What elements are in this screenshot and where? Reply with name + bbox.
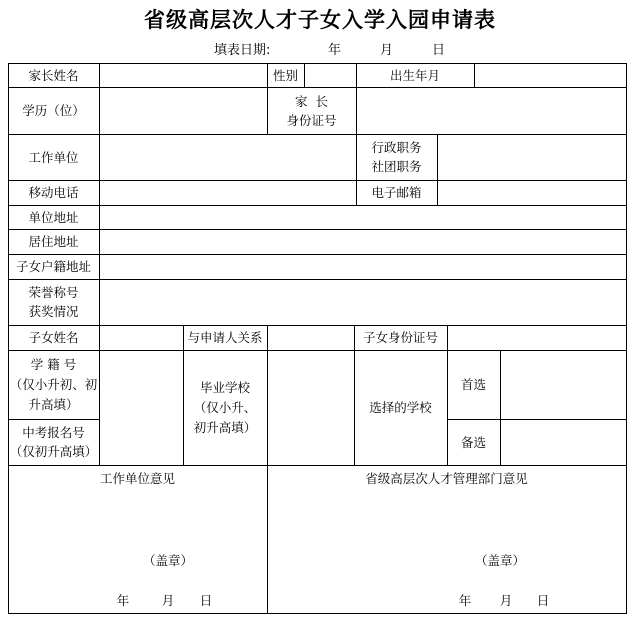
label-home-address: 居住地址 bbox=[28, 234, 79, 249]
label-admin-post-line1: 行政职务 bbox=[371, 140, 422, 155]
child-hukou-field[interactable] bbox=[100, 255, 625, 279]
label-unit-address: 单位地址 bbox=[28, 209, 79, 225]
authority-seal: （盖章） bbox=[474, 552, 525, 568]
label-student-no-line1: 学 籍 号 bbox=[30, 356, 77, 372]
student-no-field[interactable] bbox=[100, 351, 182, 465]
label-admin-post bbox=[356, 134, 437, 180]
authority-year-label: 年 bbox=[458, 592, 472, 608]
row-divider bbox=[8, 465, 627, 466]
honors-field[interactable] bbox=[100, 280, 625, 325]
label-parent-id-line2: 身份证号 bbox=[286, 112, 337, 128]
label-chosen-school: 选择的学校 bbox=[369, 400, 432, 415]
authority-opinion-field[interactable] bbox=[268, 490, 625, 545]
work-unit-day-label: 日 bbox=[199, 592, 213, 608]
label-honors-line2: 获奖情况 bbox=[28, 304, 79, 319]
work-unit-opinion-title: 工作单位意见 bbox=[99, 470, 175, 486]
label-student-no bbox=[8, 350, 99, 419]
label-email: 电子邮箱 bbox=[371, 185, 422, 200]
label-parent-name: 家长姓名 bbox=[28, 67, 79, 83]
label-first-choice: 首选 bbox=[460, 377, 486, 392]
label-honors-line1: 荣誉称号 bbox=[28, 285, 79, 300]
authority-month-label: 月 bbox=[499, 592, 513, 608]
label-exam-no bbox=[8, 419, 99, 465]
child-id-field[interactable] bbox=[448, 326, 625, 350]
label-parent-id bbox=[267, 87, 356, 134]
date-label: 填表日期: bbox=[214, 43, 271, 58]
label-child-hukou: 子女户籍地址 bbox=[15, 259, 91, 274]
date-month-label: 月 bbox=[380, 43, 394, 58]
label-relation: 与申请人关系 bbox=[187, 330, 263, 345]
label-education: 学历（位） bbox=[22, 103, 85, 118]
label-admin-post-line2: 社团职务 bbox=[371, 159, 422, 174]
email-field[interactable] bbox=[438, 181, 625, 205]
table-border-right bbox=[626, 63, 627, 614]
label-work-unit: 工作单位 bbox=[28, 149, 79, 165]
table-border-bottom bbox=[8, 613, 627, 614]
form-title: 省级高层次人才子女入学入园申请表 bbox=[144, 7, 496, 32]
label-second-choice: 备选 bbox=[460, 434, 486, 450]
date-day-label: 日 bbox=[432, 43, 446, 58]
work-unit-opinion-field[interactable] bbox=[9, 490, 266, 545]
home-address-field[interactable] bbox=[100, 230, 625, 254]
relation-field[interactable] bbox=[268, 326, 353, 350]
label-graduate-school-line3: 初升高填） bbox=[193, 419, 257, 435]
graduate-school-field[interactable] bbox=[268, 351, 353, 465]
parent-id-field[interactable] bbox=[357, 88, 625, 134]
label-graduate-school-line2: （仅小升、 bbox=[193, 399, 257, 415]
work-unit-year-label: 年 bbox=[116, 592, 130, 608]
label-student-no-line2: （仅小升初、初 bbox=[9, 376, 98, 392]
work-unit-seal: （盖章） bbox=[142, 552, 193, 568]
mobile-field[interactable] bbox=[100, 181, 355, 205]
label-mobile: 移动电话 bbox=[28, 185, 79, 200]
authority-opinion-title: 省级高层次人才管理部门意见 bbox=[365, 470, 528, 486]
admin-post-field[interactable] bbox=[438, 135, 625, 180]
second-choice-field[interactable] bbox=[501, 420, 625, 465]
label-birth-date: 出生年月 bbox=[389, 67, 440, 83]
authority-day-label: 日 bbox=[536, 592, 550, 608]
label-exam-no-line1: 中考报名号 bbox=[22, 425, 85, 440]
label-child-name: 子女姓名 bbox=[28, 330, 79, 345]
label-graduate-school bbox=[183, 350, 267, 465]
date-year-label: 年 bbox=[328, 43, 342, 58]
work-unit-month-label: 月 bbox=[161, 592, 175, 608]
education-field[interactable] bbox=[100, 88, 266, 134]
first-choice-field[interactable] bbox=[501, 351, 625, 419]
label-exam-no-line2: （仅初升高填） bbox=[9, 444, 98, 459]
parent-name-field[interactable] bbox=[100, 64, 266, 87]
label-parent-id-line1: 家 长 bbox=[295, 93, 328, 109]
unit-address-field[interactable] bbox=[100, 206, 625, 229]
label-honors bbox=[8, 279, 99, 325]
label-student-no-line3: 升高填） bbox=[28, 396, 79, 412]
birth-date-field[interactable] bbox=[475, 64, 625, 87]
label-child-id: 子女身份证号 bbox=[362, 330, 438, 345]
label-graduate-school-line1: 毕业学校 bbox=[199, 379, 250, 395]
gender-field[interactable] bbox=[305, 64, 355, 87]
work-unit-field[interactable] bbox=[100, 135, 355, 180]
child-name-field[interactable] bbox=[100, 326, 182, 350]
label-gender: 性别 bbox=[272, 67, 298, 83]
